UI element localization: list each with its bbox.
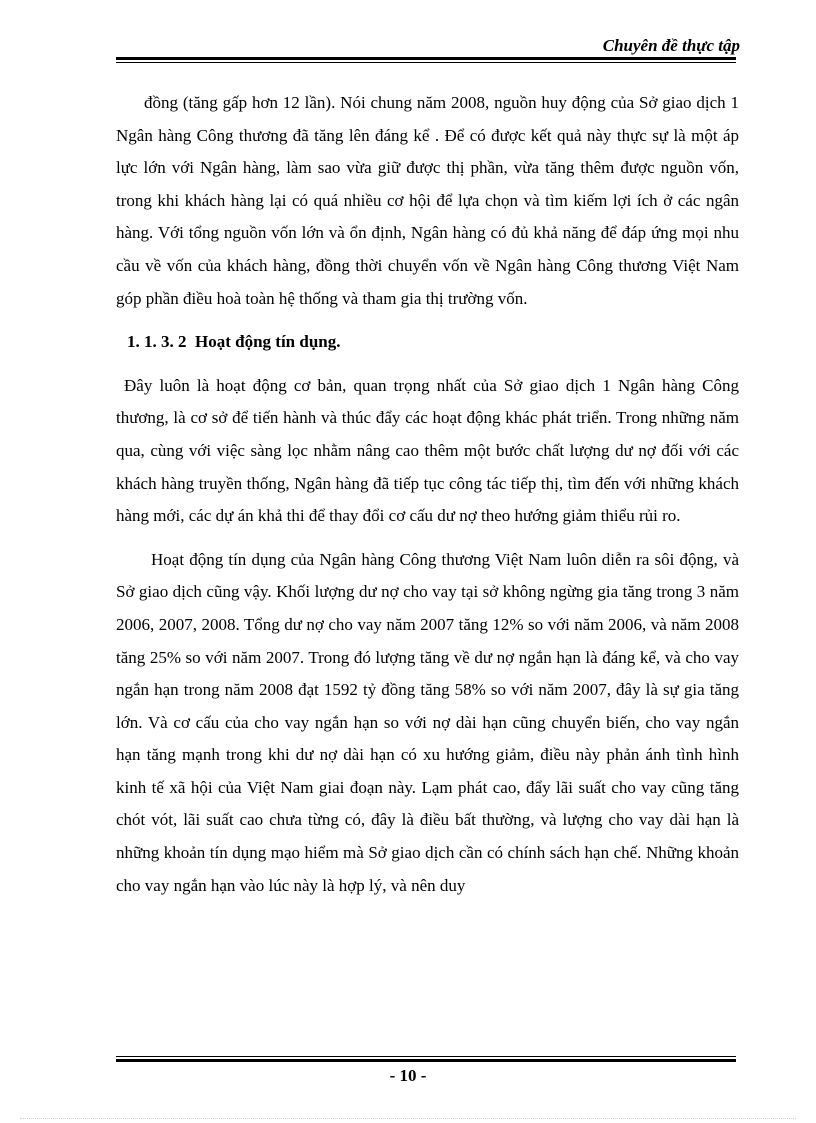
footer-rule-thin: [116, 1056, 736, 1057]
section-title: Hoạt động tín dụng.: [195, 332, 341, 352]
paragraph-credit-details: Hoạt động tín dụng của Ngân hàng Công thương Việt Nam luôn diễn ra sôi động, và Sở giao dịch cũng vậy. Khối lượng dư nợ cho vay tại sở không ngừng gia tăng trong 3 năm 2006, 2007, 2008. Tổng dư nợ cho vay năm 2007 tăng 12% so với năm 2006, và năm 2008 tăng 25% so với năm 2007. Trong đó lượng tăng về dư nợ ngắn hạn là đáng kể, và cho vay ngắn hạn trong năm 2008 đạt 1592 tỷ đồng tăng 58% so với năm 2007, đây là sự gia tăng lớn. Và cơ cấu của cho vay ngắn hạn so với nợ dài hạn cũng chuyển biến, cho vay ngắn hạn tăng mạnh trong khi dư nợ dài hạn có xu hướng giảm, điều này phản ánh tình hình kinh tế xã hội của Việt Nam giai đoạn này. Lạm phát cao, đẩy lãi suất cho vay cũng tăng chót vót, lãi suất cao chưa từng có, đây là điều bất thường, và lượng cho vay dài hạn là những khoản tín dụng mạo hiểm mà Sở giao dịch cần có chính sách hạn chế. Những khoản cho vay ngắn hạn vào lúc này là hợp lý, và nên duy: [116, 549, 739, 895]
header-rule-thick: [116, 57, 736, 60]
header-rule-thin: [116, 62, 736, 63]
paragraph-funding: đồng (tăng gấp hơn 12 lần). Nói chung năm 2008, nguồn huy động của Sở giao dịch 1 Ngân hàng Công thương đã tăng lên đáng kể . Để có được kết quả này thực sự là một áp lực lớn với Ngân hàng, làm sao vừa giữ được thị phần, vừa tăng thêm được nguồn vốn, trong khi khách hàng lại có quá nhiều cơ hội để lựa chọn và tìm kiếm lợi ích ở các ngân hàng. Với tổng nguồn vốn lớn và ổn định, Ngân hàng có đủ khả năng để đáp ứng mọi nhu cầu về vốn của khách hàng, đồng thời chuyển vốn về Ngân hàng Công thương Việt Nam góp phần điều hoà toàn hệ thống và tham gia thị trường vốn.: [116, 93, 739, 308]
footer-rule-thick: [116, 1059, 736, 1062]
header-title: Chuyên đề thực tập: [602, 36, 740, 55]
section-number: 1. 1. 3. 2: [127, 332, 187, 352]
page-bottom-dotted-border: [20, 1118, 796, 1119]
paragraph-credit-overview: Đây luôn là hoạt động cơ bản, quan trọng nhất của Sở giao dịch 1 Ngân hàng Công thương, là cơ sở để tiến hành và thúc đẩy các hoạt động khác phát triển. Trong những năm qua, cùng với việc sàng lọc nhằm nâng cao thêm một bước chất lượng dư nợ đối với các khách hàng truyền thống, Ngân hàng đã tiếp tục công tác tiếp thị, tìm đến với những khách hàng mới, các dự án khả thi để thay đổi cơ cấu dư nợ theo hướng giảm thiểu rủi ro.: [116, 375, 739, 526]
section-heading: [127, 326, 739, 359]
page-number: - 10 -: [389, 1066, 427, 1085]
page-content: [116, 87, 739, 902]
